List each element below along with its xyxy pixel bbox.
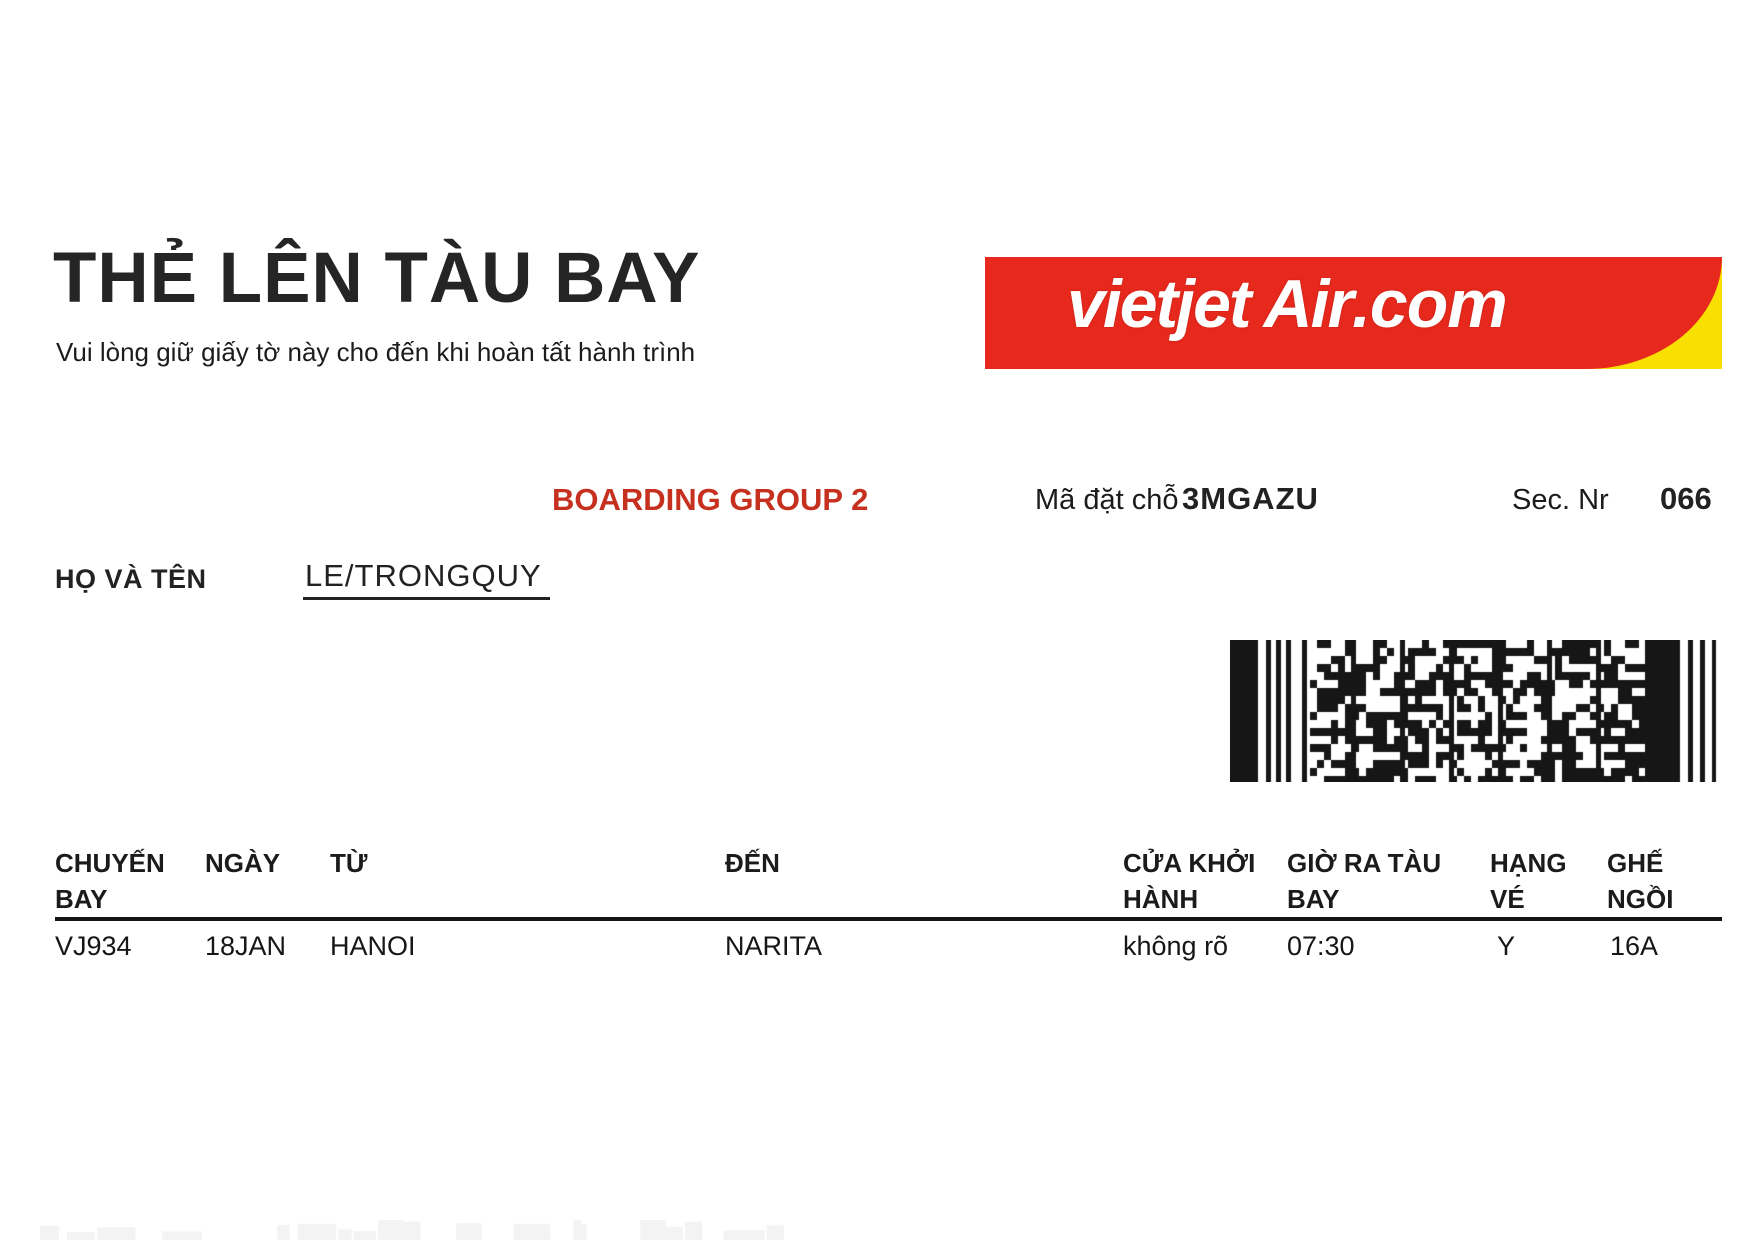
- pdf417-barcode: [1230, 640, 1722, 782]
- col-header-date: NGÀY: [205, 848, 281, 878]
- bottom-scan-fragment: [40, 1220, 850, 1240]
- cell-from: HANOI: [330, 931, 416, 961]
- cell-seat: 16A: [1610, 931, 1659, 961]
- cell-gate: không rõ: [1123, 931, 1229, 961]
- cell-boarding-time: 07:30: [1287, 931, 1355, 961]
- logo-word-air: Air: [1263, 266, 1352, 342]
- passenger-name-label: HỌ VÀ TÊN: [55, 564, 207, 594]
- col-header-gate: CỬA KHỞI HÀNH: [1123, 848, 1256, 914]
- col-header-class: HẠNG VÉ: [1490, 848, 1567, 914]
- cell-class: Y: [1497, 931, 1516, 961]
- col-header-to: ĐẾN: [725, 848, 780, 878]
- cell-date: 18JAN: [205, 931, 287, 961]
- col-header-flight: CHUYẾN BAY: [55, 848, 165, 914]
- col-header-from: TỪ: [330, 848, 368, 878]
- table-header-rule: [55, 917, 1722, 921]
- sec-nr-value: 066: [1660, 481, 1712, 516]
- sec-nr-label: Sec. Nr: [1512, 484, 1609, 516]
- booking-code-value: 3MGAZU: [1182, 481, 1319, 516]
- page-subtitle: Vui lòng giữ giấy tờ này cho đến khi hoàn tất hành trình: [56, 337, 696, 367]
- passenger-name-value: LE/TRONGQUY: [303, 558, 550, 600]
- logo-word-vietjet: vietjet: [1067, 266, 1250, 342]
- col-header-seat: GHẾ NGỒI: [1607, 848, 1674, 914]
- cell-to: NARITA: [725, 931, 823, 961]
- vietjet-logo: [985, 257, 1722, 369]
- col-header-boarding-time: GIỜ RA TÀU BAY: [1287, 848, 1442, 914]
- cell-flight: VJ934: [55, 931, 132, 961]
- logo-word-com: .com: [1352, 266, 1507, 342]
- booking-code-label: Mã đặt chỗ: [1035, 484, 1179, 516]
- page-title: THẺ LÊN TÀU BAY: [53, 239, 701, 318]
- boarding-group-label: BOARDING GROUP 2: [552, 482, 869, 517]
- logo-text: [1067, 265, 1507, 343]
